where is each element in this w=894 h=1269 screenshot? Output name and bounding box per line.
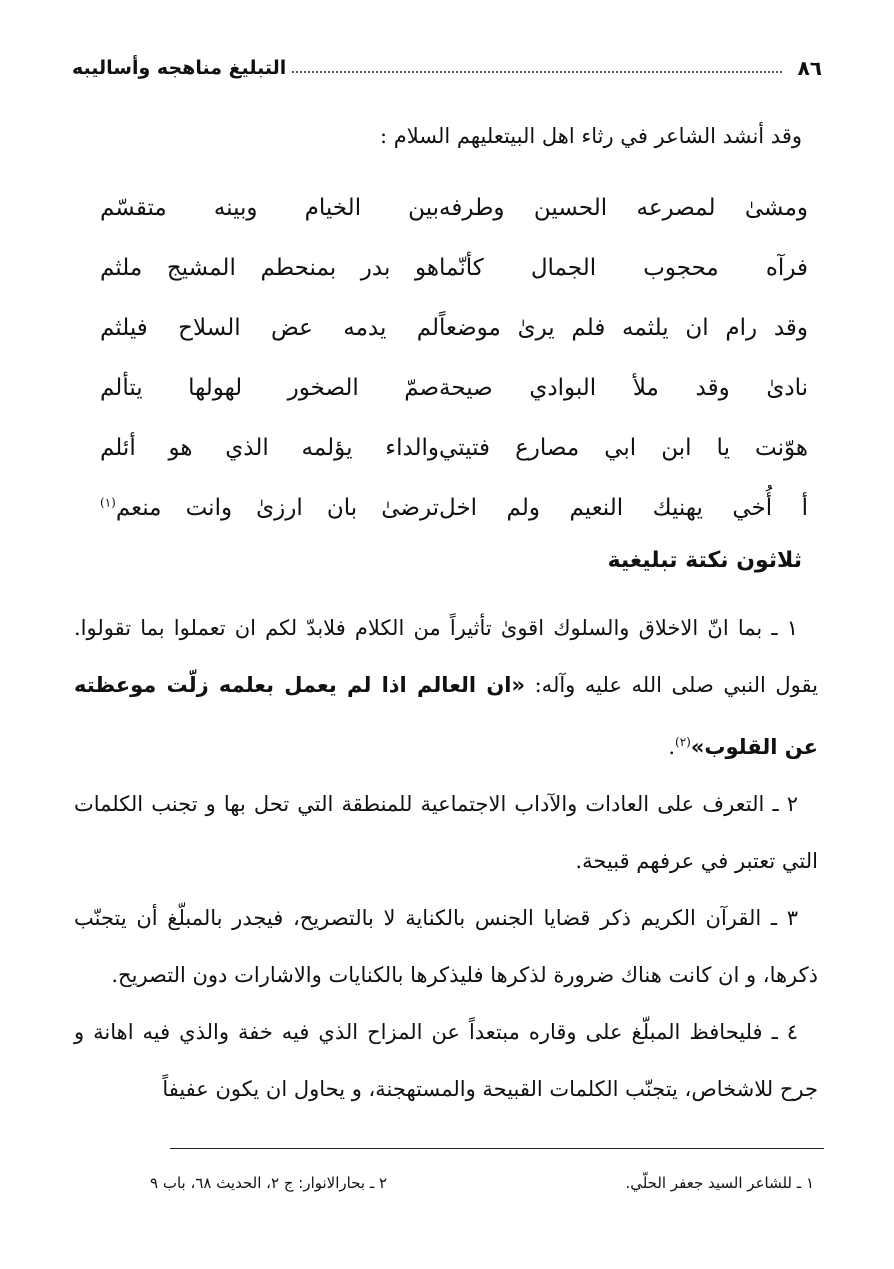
poem <box>100 178 808 538</box>
footnote-1: ١ ـ للشاعر السيد جعفر الحلّي. <box>625 1174 814 1192</box>
footnotes <box>150 1174 814 1192</box>
paragraph <box>74 890 818 1004</box>
verse-first-hemistich: أ أُخي يهنيك النعيم ولم اخل <box>439 495 808 521</box>
verse-first-hemistich: فرآه محجوب الجمال كأنّما <box>439 255 808 281</box>
verse-first-hemistich: ومشىٰ لمصرعه الحسين وطرفه <box>439 195 808 221</box>
footnote-divider <box>170 1148 824 1149</box>
leader-dots <box>292 71 781 73</box>
poem-verse <box>100 298 808 358</box>
hadith-quote: «ان العالم اذا لم يعمل بعلمه زلّت موعظته عن القلوب» <box>74 673 818 759</box>
verse-first-hemistich: وقد رام ان يلثمه فلم يرىٰ موضعاً <box>439 315 808 341</box>
poem-verse <box>100 238 808 298</box>
poem-verse <box>100 478 808 538</box>
verse-second-hemistich: والداء يؤلمه الذي هو أئلم <box>100 435 440 461</box>
verse-second-hemistich: بين الخيام وبينه متقسّم <box>100 195 440 221</box>
verse-first-hemistich: هوّنت يا ابن ابي مصارع فتيتي <box>439 435 808 461</box>
paragraph-text: ٣ ـ القرآن الكريم ذكر قضايا الجنس بالكناية لا بالتصريح، فيجدر بالمبلّغ أن يتجنّب ذكرها، و ان كانت هناك ضرورة لذكرها فليذكرها بالكنايات والاشارات دون التصريح. <box>74 906 818 987</box>
poem-verse <box>100 418 808 478</box>
verse-second-hemistich: لم يدمه عض السلاح فيلثم <box>100 315 440 341</box>
verse-first-hemistich: نادىٰ وقد ملأ البوادي صيحة <box>439 375 808 401</box>
poem-verse <box>100 358 808 418</box>
verse-second-hemistich: هو بدر بمنحطم المشيج ملثم <box>100 255 440 281</box>
paragraph-text: ٤ ـ فليحافظ المبلّغ على وقاره مبتعداً عن المزاح الذي فيه خفة والذي فيه اهانة و جرح للاشخاص، يتجنّب الكلمات القبيحة والمستهجنة، و يحاول ان يكون عفيفاً <box>74 1020 818 1101</box>
verse-second-hemistich-text: ترضىٰ بان ارزىٰ وانت منعم <box>115 495 440 521</box>
running-title: التبليغ مناهجه وأساليبه <box>72 57 287 79</box>
poem-verse <box>100 178 808 238</box>
paragraph <box>74 776 818 890</box>
page-number: ٨٦ <box>797 56 822 80</box>
footnote-2: ٢ ـ بحارالانوار: ج ٢، الحديث ٦٨، باب ٩ <box>150 1174 388 1192</box>
section-heading: ثلاثون نكتة تبليغية <box>607 548 802 573</box>
footnote-mark[interactable]: (٢) <box>675 735 691 749</box>
paragraph-text: ٢ ـ التعرف على العادات والآداب الاجتماعية للمنطقة التي تحل بها و تجنب الكلمات التي تعتبر في عرفهم قبيحة. <box>74 792 818 873</box>
poem-intro: وقد أنشد الشاعر في رثاء اهل البيتعليهم السلام : <box>379 124 802 148</box>
footnote-mark[interactable]: (١) <box>100 495 116 510</box>
paragraph-tail: . <box>668 735 675 759</box>
paragraph <box>74 1004 818 1118</box>
verse-second-hemistich: صمّ الصخور لهولها يتألم <box>100 375 440 401</box>
body-text <box>74 600 818 1118</box>
running-header <box>72 50 822 86</box>
paragraph <box>74 600 818 776</box>
verse-second-hemistich <box>100 495 439 521</box>
paragraph-text: ١ ـ بما انّ الاخلاق والسلوك اقوىٰ تأثيراً من الكلام فلابدّ لكم ان تعملوا بما تقولوا. يقول النبي صلى الله عليه وآله: <box>74 616 818 697</box>
